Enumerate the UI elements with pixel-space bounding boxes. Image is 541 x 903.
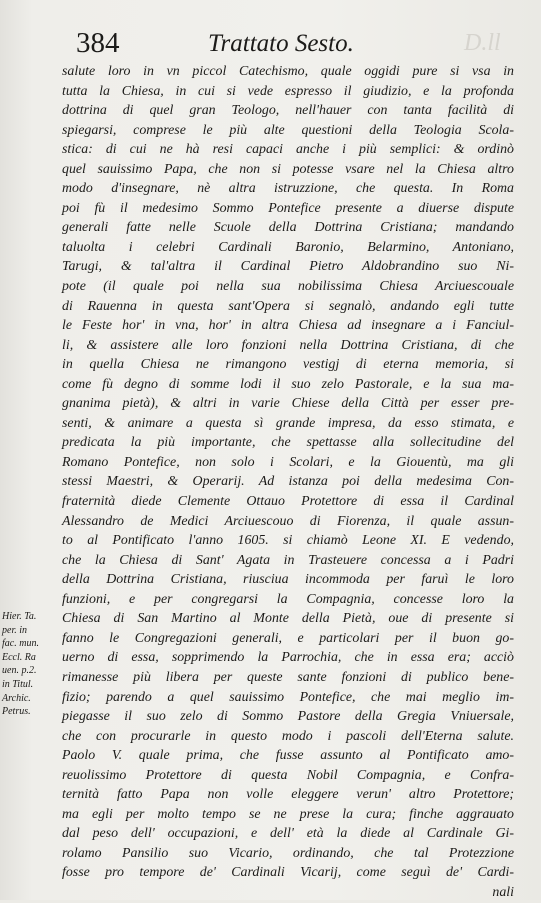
text-line: Chiesa di San Martino al Monte della Pietà, oue di presente si [62,611,514,627]
text-line: poi fù il medesimo Sommo Pontefice presente a diuerse dispute [62,200,514,216]
text-line: dal peso dell' occupazioni, e dell' età la diede al Cardinale Gi- [62,826,514,842]
text-line: di Rauenna in questa sant'Opera si segnalò, andando egli tutte [62,298,514,314]
text-line: Paolo V. quale prima, che fusse assunto al Pontificato amo- [62,748,514,764]
margin-note-line: Archic. [2,692,31,704]
text-line: nali [492,884,514,900]
text-line: reuolissimo Protettore di questa Nobil Compagnia, e Confra- [62,767,514,783]
text-line: tutta la Chiesa, in cui si vede espresso il giudizio, e la profonda [62,83,514,99]
text-line: senti, & animare a questa sì grande impresa, da esso stimata, e [62,415,514,431]
text-line: che con procurarle in questo modo i pascoli dell'Eterna salute. [62,728,514,744]
text-line: gnanima pietà), & altri in varie Chiese della Città per esser pre- [62,396,514,412]
page-number: 384 [76,27,120,59]
margin-note-line: Eccl. Ra [2,651,36,663]
text-line: generali fatte nelle Scuole della Dottrina Cristiana; mandando [62,220,514,236]
margin-note-line: per. in [2,624,27,636]
text-line: predicata la più importante, che spettasse alla sollecitudine del [62,435,514,451]
body-text [62,62,514,903]
margin-note-line: fac. mun. [2,638,39,650]
text-line: ternità fatto Papa non volle eleggere verun' altro Protettore; [62,787,514,803]
text-line: dottrina di quel gran Teologo, nell'hauer con tanta facilità di [62,103,514,119]
text-line: rolamo Pansilio suo Vicario, ordinando, che tal Protezzione [62,845,514,861]
text-line: li, & assistere alle loro fonzioni nella Dottrina Cristiana, di che [62,337,514,353]
text-line: stica: di cui ne hà resi capaci anche i più semplici: & ordinò [62,142,514,158]
margin-note-line: Petrus. [2,706,31,718]
text-line: in quella Chiesa ne rimangono vestigj di eterna memoria, si [62,357,514,373]
text-line: spiegarsi, comprese le più alte questioni della Teologia Scola- [62,122,514,138]
text-line: uerno di essa, sopprimendo la Parrochia, che in essa era; acciò [62,650,514,666]
margin-note [2,610,60,719]
text-line: Alessandro de Medici Arciuescouo di Fiorenza, il quale assun- [62,513,514,529]
text-line: della Dottrina Cristiana, riusciua incommoda per faruì le loro [62,572,514,588]
text-line: come fù degno di somme lodi il suo zelo Pastorale, e la sua ma- [62,376,514,392]
text-line: taluolta i celebri Cardinali Baronio, Belarmino, Antoniano, [62,239,514,255]
margin-note-line: in Titul. [2,678,34,690]
text-line: funzioni, e per congregarsi la Compagnia, concesse loro la [62,591,514,607]
margin-note-line: uen. p.2. [2,665,37,677]
text-line: quel sauissimo Papa, che non si potesse vsare nel la Chiesa altro [62,161,514,177]
text-line: stessi Maestri, & Operarij. Ad istanza poi della medesima Con- [62,474,514,490]
text-line: modo d'insegnare, nè altra istruzzione, che questa. In Roma [62,181,514,197]
running-title: Trattato Sesto. [208,30,354,57]
text-line: to al Pontificato l'anno 1605. si chiamò Leone XI. E vedendo, [62,533,514,549]
text-line: che la Chiesa di Sant' Agata in Trasteuere concessa a i Padri [62,552,514,568]
text-line: fosse pro tempore de' Cardinali Vicarij, come seguì de' Cardi- [62,865,514,881]
margin-note-line: Hier. Ta. [2,611,37,622]
text-line: fizio; parendo a quel sauissimo Pontefice, che mai meglio im- [62,689,514,705]
text-line: piegasse il suo zelo di Sommo Pastore della Gregia Vniuersale, [62,709,514,725]
text-line: ma egli per molto tempo se ne prese la cura; finche aggrauato [62,806,514,822]
text-line: fraternità diede Clemente Ottauo Protettore di essa il Cardinal [62,494,514,510]
page-header [76,26,516,60]
text-line: le Feste hor' in vna, hor' in altra Chiesa ad insegnare a i Fanciul- [62,318,514,334]
text-line: salute loro in vn piccol Catechismo, quale oggidi pure si vsa in [62,64,514,79]
bleed-through-text: D.ll [464,30,501,56]
text-line: rimanesse più libera per queste sante fonzioni di publico bene- [62,669,514,685]
text-line: pote (il quale poi nella sua nobilissima Chiesa Arciuescouale [62,279,514,295]
text-line: fanno le Congregazioni generali, e particolari per il buon go- [62,630,514,646]
text-line: Tarugi, & tal'altra il Cardinal Pietro Aldobrandino suo Ni- [62,259,514,275]
text-line: Romano Pontefice, non solo i Scolari, e la Giouentù, ma gli [62,454,514,470]
